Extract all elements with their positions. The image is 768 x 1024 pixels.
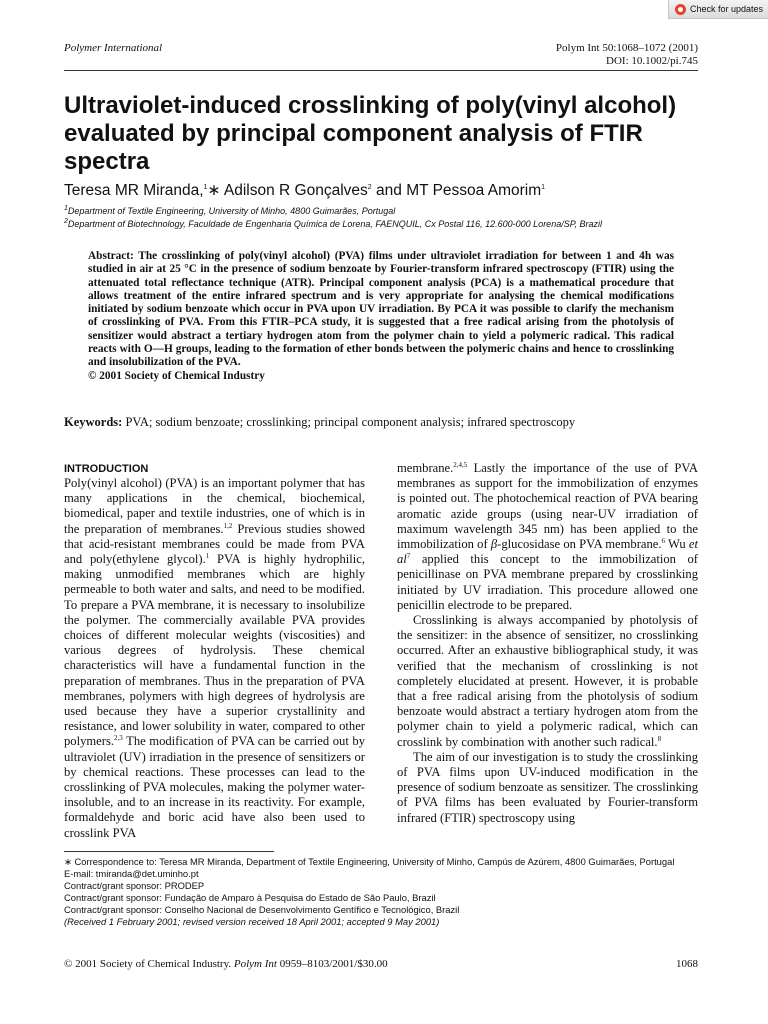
affiliation-1 (64, 206, 395, 216)
intro-paragraph-4 (397, 750, 698, 826)
correspondence-mark: ∗ (207, 182, 221, 199)
footer-journal: Polym Int (233, 958, 277, 970)
paragraph-text: Crosslinking is always accompanied by photolysis of the sensitizer: in the absence of sensitizer, no crosslinking occurred. After an exhaustive bibliographical study, it was verified that the mechanism of crosslinking is not completely elucidated at present. However, it is probable that a free radical arising from the photolysis of sodium benzoate would abstract a tertiary hydrogen atom from the polymer chain to yield a polymeric radical, which can crosslink by combination with another such radical. (397, 613, 698, 749)
abstract-text: The crosslinking of poly(vinyl alcohol) (PVA) films under ultraviolet irradiation for between 1 and 4h was studied in air at 25 °C in the presence of sodium benzoate by Fourier-transform infrared spectroscopy (FTIR) using the attenuated total reflectance technique (ATR). Principal component analysis (PCA) is a mathematical procedure that allows treatment of the entire infrared spectrum and is very appropriate for analysing the chemical modifications initiated by sodium benzoate which occur in PVA upon UV irradiation. By PCA it was possible to clarify the mechanism of crosslinking of PVA. From this FTIR–PCA study, it is suggested that a free radical arising from the photolysis of sensitizer would abstract a tertiary hydrogen atom from the polymer chain to yield a polymeric radical. This radical reacts with O—H groups, leading to the formation of ether bonds between the polymeric chains and hence to crosslinking and insolubilization of the PVA. (88, 250, 674, 369)
sponsor-note-2: Contract/grant sponsor: Fundação de Amparo à Pesquisa do Estado de São Paulo, Brazil (64, 892, 436, 903)
page-number: 1068 (676, 958, 698, 970)
doi: DOI: 10.1002/pi.745 (606, 55, 698, 67)
footer-left (64, 958, 388, 970)
refresh-icon (675, 4, 686, 15)
italic-text: β (490, 537, 498, 552)
paragraph-text: Wu (665, 537, 689, 552)
citation-block (556, 42, 698, 68)
keywords-label: Keywords: (64, 415, 123, 429)
correspondence-note: ∗ Correspondence to: Teresa MR Miranda, Department of Textile Engineering, University of Minho, Campús de Azúrem, 4800 Guimarães, Portugal (64, 856, 675, 867)
citation-ref: 2,3 (114, 734, 123, 743)
author-joiner: and (376, 182, 402, 199)
email-note: E-mail: tmiranda@det.uminho.pt (64, 868, 199, 879)
page-footer (64, 958, 698, 970)
paragraph-text: Previous studies showed that acid-resistant membranes could be made from PVA and poly(ethylene glycol). (64, 521, 365, 567)
keywords-text: PVA; sodium benzoate; crosslinking; principal component analysis; infrared spectroscopy (125, 415, 576, 429)
author-1-affil: 1 (203, 183, 208, 191)
author-2-affil: 2 (367, 183, 372, 191)
affiliation-1-text: Department of Textile Engineering, University of Minho, 4800 Guimarães, Portugal (67, 206, 396, 216)
citation-ref: 6 (661, 536, 666, 545)
paragraph-text: PVA is highly hydrophilic, making unmodified membranes which are highly permeable to both water and salts, and need to be modified. To prepare a PVA membrane, it is necessary to insolubilize the polymer. The commercially available PVA provides choices of different molecular weights (viscosities) and various degrees of hydrolysis. These chemical characteristics will have a fundamental function in the preparation of membranes. Thus in the preparation of PVA membranes, polymers with high degrees of hydrolysis are used because they have a superior crystallinity and resistance, and lower solubility in water, compared to other polymers. (64, 552, 366, 749)
abstract-label: Abstract: (88, 250, 134, 262)
author-3-affil: 1 (541, 183, 546, 191)
citation-ref: 1,2 (223, 521, 233, 530)
citation-ref: 2,4,5 (453, 460, 468, 469)
paragraph-text: membrane. (397, 461, 454, 475)
affiliation-2-num: 2 (64, 218, 68, 225)
column-right (397, 461, 698, 826)
author-2: Adilson R Gonçalves (223, 182, 368, 199)
abstract (88, 250, 674, 383)
intro-paragraph-1 (64, 476, 365, 841)
affiliation-2-text: Department of Biotechnology, Faculdade de Engenharia Química de Lorena, FAENQUIL, Cx Postal 116, 12.600-000 Lorena/SP, Brazil (67, 219, 603, 229)
author-3: MT Pessoa Amorim (406, 182, 542, 199)
paragraph-text: applied this concept to the immobilization of penicillinase on PVA membrane prepared by crosslinking initiated by UV irradiation. This procedure allowed one penicillin electrode to be prepared. (397, 552, 698, 612)
paragraph-text: The modification of PVA can be carried out by ultraviolet (UV) irradiation in the presence of sensitizers or by chemical reactions. These processes can lead to the crosslinking of PVA molecules, making the polymer water-insoluble, and to an increase in its reactivity. For example, formaldehyde and boric acid have also been used to crosslink PVA (64, 734, 365, 840)
paragraph-text: Lastly the importance of the use of PVA membranes as support for the immobilization of enzymes is pointed out. The photochemical reaction of PVA bearing aromatic azide groups (using near-UV irradiation of maximum wavelength 345 nm) has been applied to the immobilization of (397, 461, 698, 552)
citation-ref: 8 (657, 734, 662, 743)
author-list (64, 181, 545, 200)
footer-issn: 0959–8103/2001/$30.00 (279, 958, 388, 970)
check-for-updates-label: Check for updates (690, 4, 764, 14)
italic-text: et al (397, 537, 698, 567)
abstract-copyright: © 2001 Society of Chemical Industry (88, 369, 265, 382)
intro-paragraph-3 (397, 613, 698, 750)
sponsor-note-3: Contract/grant sponsor: Conselho Nacional de Desenvolvimento Gentífico e Tecnológico, Brazil (64, 904, 460, 915)
footnotes (64, 856, 704, 928)
affiliation-2 (64, 219, 602, 229)
paragraph-text: -glucosidase on PVA membrane. (497, 537, 662, 552)
header-rule (64, 70, 698, 71)
footer-copyright: © 2001 Society of Chemical Industry. (64, 958, 232, 970)
journal-name: Polymer International (64, 42, 163, 54)
footnote-rule (64, 851, 274, 852)
article-title: Ultraviolet-induced crosslinking of poly(vinyl alcohol) evaluated by principal component analysis of FTIR spectra (64, 92, 677, 175)
column-left (64, 476, 365, 841)
intro-paragraph-2 (397, 461, 698, 613)
citation-ref: 7 (406, 552, 411, 561)
affiliation-1-num: 1 (64, 205, 68, 212)
citation-ref: 1 (205, 551, 210, 560)
sponsor-note-1: Contract/grant sponsor: PRODEP (64, 880, 205, 891)
introduction-heading: INTRODUCTION (64, 463, 149, 475)
author-1: Teresa MR Miranda, (64, 182, 204, 199)
paragraph-text: Poly(vinyl alcohol) (PVA) is an important polymer that has many applications in the chemical, biochemical, biomedical, paper and textile industries, one of which is in the preparation of membranes. (64, 476, 365, 536)
citation: Polym Int 50:1068–1072 (2001) (555, 42, 698, 54)
keywords (64, 415, 575, 430)
paragraph-text: The aim of our investigation is to study the crosslinking of PVA films upon UV-induced modification in the presence of sodium benzoate as sensitizer. The crosslinking of PVA films has been evaluated by Fourier-transform infrared (FTIR) spectroscopy using (397, 749, 698, 825)
received-note: (Received 1 February 2001; revised version received 18 April 2001; accepted 9 May 2001) (64, 916, 440, 927)
check-for-updates-button[interactable] (668, 0, 768, 19)
